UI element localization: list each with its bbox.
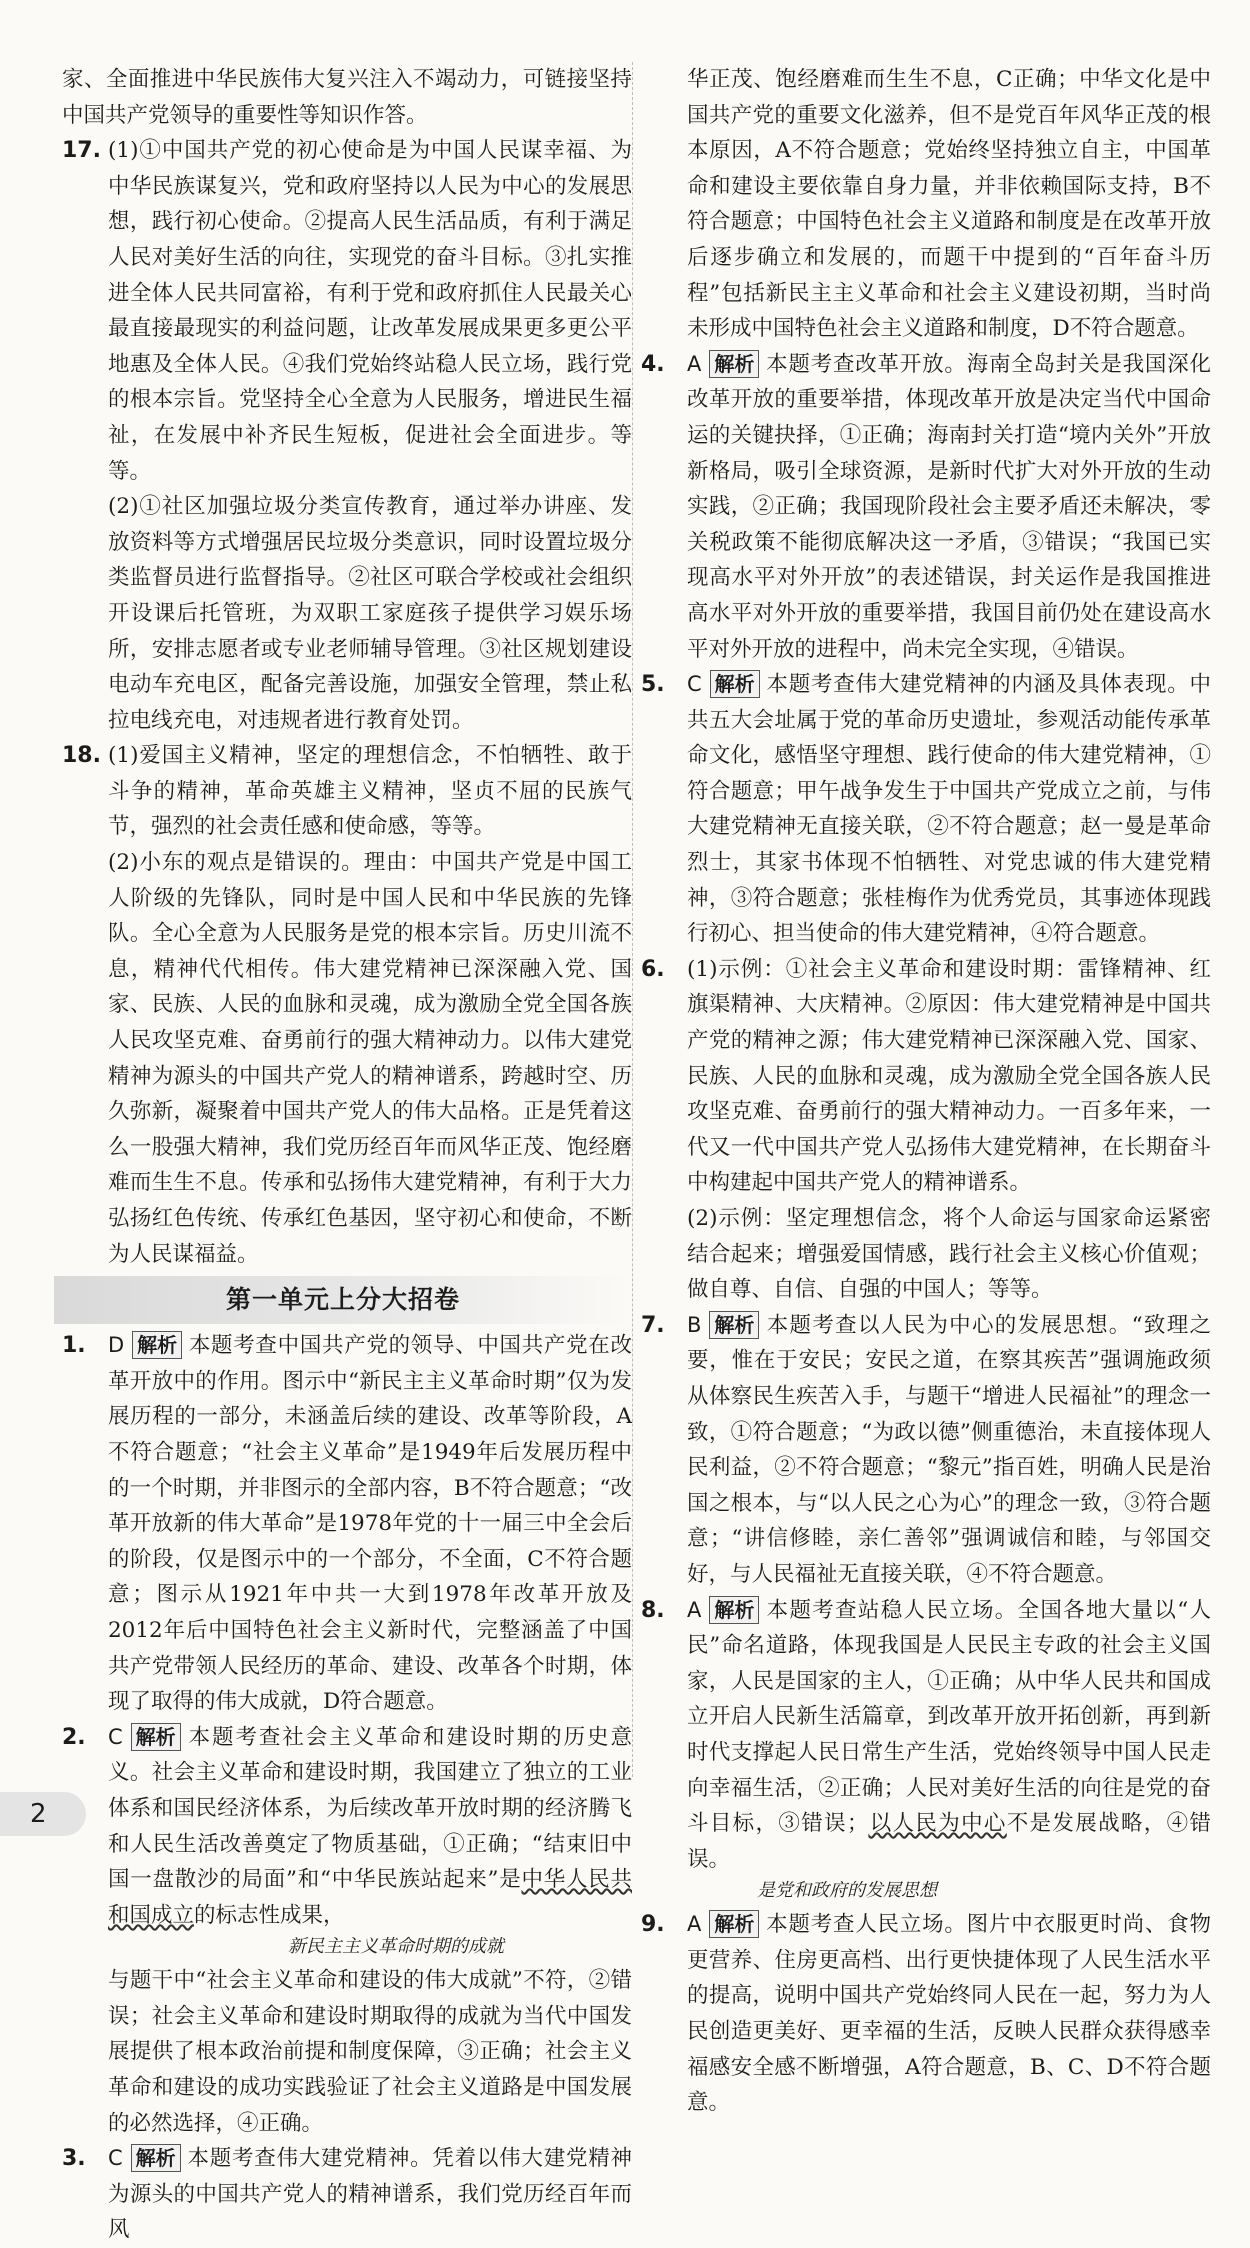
question-4 bbox=[641, 347, 1211, 667]
explanation bbox=[687, 1907, 1211, 2121]
question-7 bbox=[641, 1308, 1211, 1593]
answer-letter: C bbox=[108, 2146, 123, 2171]
question-number: 4. bbox=[641, 351, 665, 377]
explanation bbox=[687, 667, 1211, 952]
answer-part-1: (1)爱国主义精神，坚定的理想信念，不怕牺牲、敢于斗争的精神，革命英雄主义精神，坚贞不屈的民族气节，强烈的社会责任感和使命感，等等。 bbox=[108, 743, 632, 840]
explanation-text: 本题考查伟大建党精神。凭着以伟大建党精神为源头的中国共产党人的精神谱系，我们党历经百年而风 bbox=[108, 2146, 632, 2243]
question-3-continued bbox=[641, 62, 1211, 347]
question-number: 3. bbox=[62, 2146, 86, 2172]
question-number: 9. bbox=[641, 1912, 665, 1938]
question-number: 2. bbox=[62, 1724, 86, 1750]
answer-letter: A bbox=[687, 1597, 702, 1622]
left-column bbox=[62, 62, 632, 2248]
column-divider bbox=[632, 62, 633, 1777]
answer-part-2: (2)①社区加强垃圾分类宣传教育，通过举办讲座、发放资料等方式增强居民垃圾分类意识，同时设置垃圾分类监督员进行监督指导。②社区可联合学校或社会组织开设课后托管班，为双职工家庭孩子提供学习娱乐场所，安排志愿者或专业老师辅导管理。③社区规划建设电动车充电区，配备完善设施，加强安全管理，禁止私拉电线充电，对违规者进行教育处罚。 bbox=[108, 494, 632, 733]
explanation bbox=[108, 2141, 632, 2248]
question-6 bbox=[641, 952, 1211, 1308]
question-number: 7. bbox=[641, 1312, 665, 1338]
underlined-text: 中华人民共和国成立 bbox=[108, 1867, 632, 1928]
answer-part-1: (1)示例：①社会主义革命和建设时期：雷锋精神、红旗渠精神、大庆精神。②原因：伟大建党精神是中国共产党的精神之源；伟大建党精神已深深融入党、国家、民族、人民的血脉和灵魂，成为激励全党全国各族人民攻坚克难、奋勇前行的强大精神动力。一百多年来，一代又一代中国共产党人弘扬伟大建党精神，在长期奋斗中构建起中国共产党人的精神谱系。 bbox=[687, 956, 1211, 1196]
section-title-banner bbox=[54, 1276, 632, 1324]
explanation bbox=[687, 1308, 1211, 1593]
question-5 bbox=[641, 667, 1211, 952]
question-1 bbox=[62, 1328, 632, 1720]
question-18 bbox=[62, 738, 632, 1272]
answer-letter: A bbox=[687, 1912, 702, 1937]
answer-part-1: (1)①中国共产党的初心使命是为中国人民谋幸福、为中华民族谋复兴，党和政府坚持以人民为中心的发展思想，践行初心使命。②提高人民生活品质，有利于满足人民对美好生活的向往，实现党的奋斗目标。③扎实推进全体人民共同富裕，有利于党和政府抓住人民最关心最直接最现实的利益问题，让改革发展成果更多更公平地惠及全体人民。④我们党始终站稳人民立场，践行党的根本宗旨。党坚持全心全意为人民服务，增进民生福祉，在发展中补齐民生短板，促进社会全面进步。等等。 bbox=[108, 138, 632, 484]
explanation-continued: 与题干中“社会主义革命和建设的伟大成就”不符，②错误；社会主义革命和建设时期取得的成就为当代中国发展提供了根本政治前提和制度保障，③正确；社会主义革命和建设的成功实践验证了社会主义道路是中国发展的必然选择，④正确。 bbox=[108, 1968, 632, 2136]
question-number: 18. bbox=[62, 743, 101, 769]
answer-letter: D bbox=[108, 1333, 125, 1358]
analysis-tag: 解析 bbox=[710, 670, 760, 698]
analysis-tag: 解析 bbox=[709, 1910, 759, 1938]
answer-letter: A bbox=[687, 351, 702, 376]
explanation bbox=[687, 1593, 1211, 1878]
page-number: 2 bbox=[0, 1792, 86, 1836]
analysis-tag: 解析 bbox=[709, 1311, 759, 1339]
answer-letter: C bbox=[108, 1724, 123, 1749]
analysis-tag: 解析 bbox=[131, 1723, 181, 1751]
answer-part-2: (2)小东的观点是错误的。理由：中国共产党是中国工人阶级的先锋队，同时是中国人民和中华民族的先锋队。全心全意为人民服务是党的根本宗旨。历史川流不息，精神代代相传。伟大建党精神已深深融入党、国家、民族、人民的血脉和灵魂，成为激励全党全国各族人民攻坚克难、奋勇前行的强大精神动力。以伟大建党精神为源头的中国共产党人的精神谱系，跨越时空、历久弥新，凝聚着中国共产党人的伟大品格。正是凭着这么一股强大精神，我们党历经百年而风华正茂、饱经磨难而生生不息。传承和弘扬伟大建党精神，有利于大力弘扬红色传统、传承红色基因，坚守初心和使命，不断为人民谋福益。 bbox=[108, 850, 632, 1267]
explanation bbox=[108, 1720, 632, 1934]
underlined-text: 以人民为中心 bbox=[868, 1811, 1007, 1837]
analysis-tag: 解析 bbox=[709, 1596, 759, 1624]
explanation-text: 本题考查伟大建党精神的内涵及具体表现。中共五大会址属于党的革命历史遗址，参观活动能传承革命文化，感悟坚守理想、践行使命的伟大建党精神，①符合题意；甲午战争发生于中国共产党成立之前，与伟大建党精神无直接关联，②不符合题意；赵一曼是革命烈士，其家书体现不怕牺牲、对党忠诚的伟大建党精神，③符合题意；张桂梅作为优秀党员，其事迹体现践行初心、担当使命的伟大建党精神，④符合题意。 bbox=[687, 672, 1211, 947]
question-number: 17. bbox=[62, 138, 101, 164]
explanation bbox=[108, 1328, 632, 1720]
question-number: 8. bbox=[641, 1597, 665, 1623]
answer-letter: B bbox=[687, 1312, 702, 1337]
answer-part-2: (2)示例：坚定理想信念，将个人命运与国家命运紧密结合起来；增强爱国情感，践行社会主义核心价值观；做自尊、自信、自强的中国人；等等。 bbox=[687, 1206, 1211, 1303]
explanation-text: 本题考查以人民为中心的发展思想。“致理之要，惟在于安民；安民之道，在察其疾苦”强调施政须从体察民生疾苦入手，与题干“增进人民福祉”的理念一致，①符合题意；“为政以德”侧重德治，未直接体现人民利益，②不符合题意；“黎元”指百姓，明确人民是治国之根本，与“以人民之心为心”的理念一致，③符合题意；“讲信修睦，亲仁善邻”强调诚信和睦，与邻国交好，与人民福祉无直接关联，④不符合题意。 bbox=[687, 1312, 1211, 1587]
handwritten-note: 是党和政府的发展思想 bbox=[757, 1880, 937, 1902]
analysis-tag: 解析 bbox=[709, 350, 759, 378]
explanation-text: 本题考查站稳人民立场。全国各地大量以“人民”命名道路，体现我国是人民民主专政的社会主义国家，人民是国家的主人，①正确；从中华人民共和国成立开启人民新生活篇章，到改革开放开拓创新，再到新时代支撑起人民日常生产生活，党始终领导中国人民走向幸福生活，②正确；人民对美好生活的向往是党的奋斗目标，③错误； bbox=[687, 1597, 1211, 1837]
question-number: 1. bbox=[62, 1333, 86, 1359]
handwritten-note: 新民主主义革命时期的成就 bbox=[288, 1936, 504, 1958]
question-number: 6. bbox=[641, 956, 665, 982]
question-number: 5. bbox=[641, 672, 665, 698]
analysis-tag: 解析 bbox=[131, 2144, 181, 2172]
right-column bbox=[641, 62, 1211, 2121]
question-9 bbox=[641, 1907, 1211, 2121]
section-title: 第一单元上分大招卷 bbox=[225, 1285, 460, 1315]
answer-letter: C bbox=[687, 672, 702, 697]
intro-continuation: 家、全面推进中华民族伟大复兴注入不竭动力，可链接坚持中国共产党领导的重要性等知识作答。 bbox=[62, 67, 632, 128]
explanation bbox=[687, 347, 1211, 667]
explanation-text: 华正茂、饱经磨难而生生不息，C正确；中华文化是中国共产党的重要文化滋养，但不是党百年风华正茂的根本原因，A不符合题意；党始终坚持独立自主，中国革命和建设主要依靠自身力量，并非依赖国际支持，B不符合题意；中国特色社会主义道路和制度是在改革开放后逐步确立和发展的，而题干中提到的“百年奋斗历程”包括新民主主义革命和社会主义建设初期，当时尚未形成中国特色社会主义道路和制度，D不符合题意。 bbox=[687, 67, 1211, 342]
question-8 bbox=[641, 1593, 1211, 1906]
question-2 bbox=[62, 1720, 632, 2142]
explanation-text: 本题考查人民立场。图片中衣服更时尚、食物更营养、住房更高档、出行更快捷体现了人民生活水平的提高，说明中国共产党始终同人民在一起，努力为人民创造更美好、更幸福的生活，反映人民群众获得感幸福感安全感不断增强，A符合题意，B、C、D不符合题意。 bbox=[687, 1912, 1211, 2116]
explanation-text: 本题考查社会主义革命和建设时期的历史意义。社会主义革命和建设时期，我国建立了独立的工业体系和国民经济体系，为后续改革开放时期的经济腾飞和人民生活改善奠定了物质基础，①正确；“结束旧中国一盘散沙的局面”和“中华民族站起来”是 bbox=[108, 1724, 632, 1893]
explanation-text: 本题考查改革开放。海南全岛封关是我国深化改革开放的重要举措，体现改革开放是决定当代中国命运的关键抉择，①正确；海南封关打造“境内关外”开放新格局，吸引全球资源，是新时代扩大对外开放的生动实践，②正确；我国现阶段社会主要矛盾还未解决，零关税政策不能彻底解决这一矛盾，③错误；“我国已实现高水平对外开放”的表述错误，封关运作是我国推进高水平对外开放的重要举措，我国目前仍处在建设高水平对外开放的进程中，尚未完全实现，④错误。 bbox=[687, 351, 1211, 662]
explanation-text: 的标志性成果， bbox=[194, 1902, 345, 1928]
analysis-tag: 解析 bbox=[132, 1331, 182, 1359]
question-3 bbox=[62, 2141, 632, 2248]
explanation-text: 本题考查中国共产党的领导、中国共产党在改革开放中的作用。图示中“新民主主义革命时期”仅为发展历程的一部分，未涵盖后续的建设、改革等阶段，A不符合题意；“社会主义革命”是1949年后发展历程中的一个时期，并非图示的全部内容，B不符合题意；“改革开放新的伟大革命”是1978年党的十一届三中全会后的阶段，仅是图示中的一个部分，不全面，C不符合题意；图示从1921年中共一大到1978年改革开放及2012年后中国特色社会主义新时代，完整涵盖了中国共产党带领人民经历的革命、建设、改革各个时期，体现了取得的伟大成就，D符合题意。 bbox=[108, 1333, 632, 1715]
question-17 bbox=[62, 133, 632, 738]
explanation-text: 不是发展战略，④错误。 bbox=[687, 1811, 1211, 1872]
